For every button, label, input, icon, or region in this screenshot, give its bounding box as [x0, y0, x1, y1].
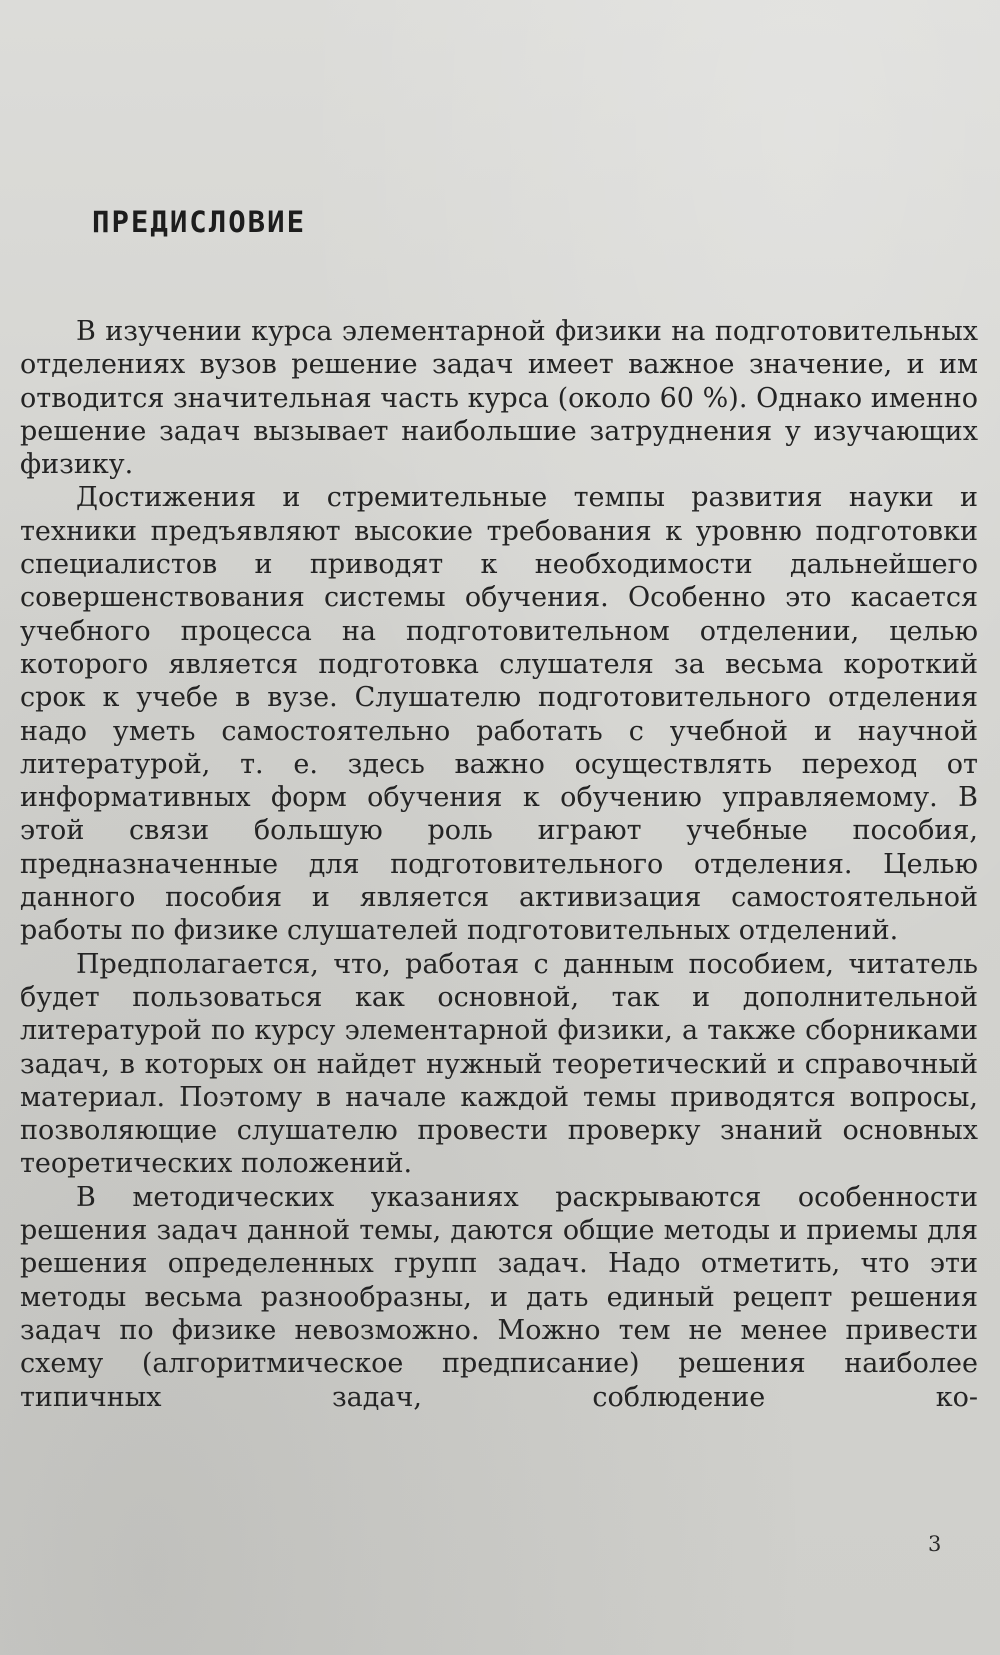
paragraph-3: Предполагается, что, работая с данным пособием, читатель будет пользоваться как основной, так и дополнительной литературой по курсу элементарной физики, а также сборниками задач, в которых он найдет нужный теоретический и справочный материал. Поэтому в начале каждой темы приводятся вопросы, позволяющие слушателю провести проверку знаний основных теоретических положений. — [20, 948, 978, 1180]
page-heading: ПРЕДИСЛОВИЕ — [92, 205, 307, 239]
body-text — [20, 315, 978, 1414]
paragraph-1: В изучении курса элементарной физики на подготовительных отделениях вузов решение задач имеет важное значение, и им отводится значительная часть курса (около 60 %). Однако именно решение задач вызывает наибольшие затруднения у изучающих физику. — [20, 316, 978, 481]
paragraph-4: В методических указаниях раскрываются особенности решения задач данной темы, даются общие методы и приемы для решения определенных групп задач. Надо отметить, что эти методы весьма разнообразны, и дать единый рецепт решения задач по физике невозможно. Можно тем не менее привести схему (алгоритмическое предписание) решения наиболее типичных задач, соблюдение ко- — [20, 1181, 978, 1413]
paragraph-2: Достижения и стремительные темпы развития науки и техники предъявляют высокие требования к уровню подготовки специалистов и приводят к необходимости дальнейшего совершенствования системы обучения. Особенно это касается учебного процесса на подготовительном отделении, целью которого является подготовка слушателя за весьма короткий срок к учебе в вузе. Слушателю подготовительного отделения надо уметь самостоятельно работать с учебной и научной литературой, т. е. здесь важно осуществлять переход от информативных форм обучения к обучению управляемому. В этой связи большую роль играют учебные пособия, предназначенные для подготовительного отделения. Целью данного пособия и является активизация самостоятельной работы по физике слушателей подготовительных отделений. — [20, 482, 978, 947]
page-number: 3 — [928, 1532, 942, 1556]
